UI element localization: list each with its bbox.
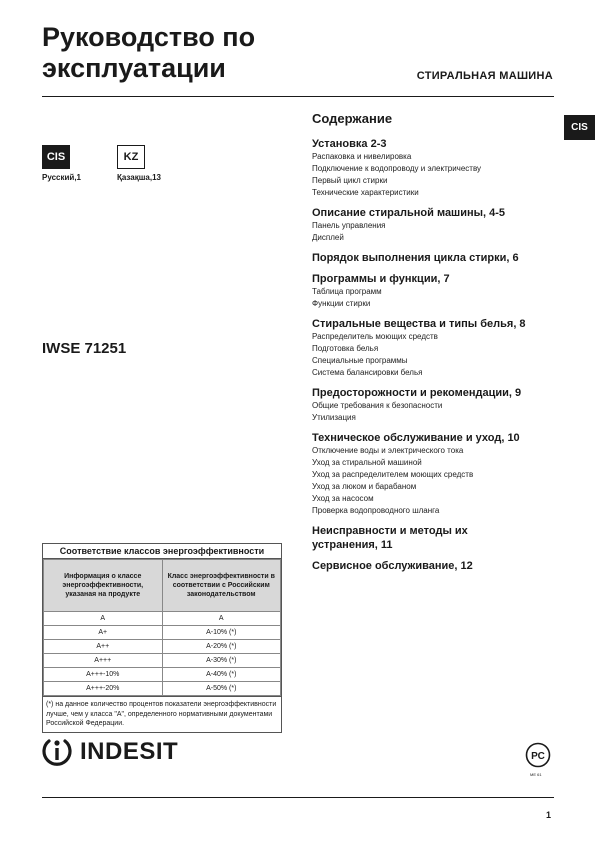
toc-section [312,317,562,379]
toc-item[interactable]: Распределитель моющих средств [312,332,438,341]
toc-item[interactable]: Уход за стиральной машиной [312,458,422,467]
toc-section-title[interactable]: Описание стиральной машины, 4-5 [312,207,506,219]
product-type: СТИРАЛЬНАЯ МАШИНА [416,70,553,82]
toc-section [312,272,562,310]
toc-item[interactable]: Отключение воды и электрического тока [312,446,464,455]
toc-section [312,206,562,244]
indesit-logo-icon [40,735,74,769]
table-row [44,612,281,626]
language-code-kz[interactable]: KZ [117,145,145,169]
energy-table-heading: Соответствие классов энергоэффективности [43,544,281,559]
toc-section-title[interactable]: Программы и функции, 7 [312,273,450,285]
table-of-contents [312,111,562,580]
toc-item[interactable]: Функции стирки [312,299,371,308]
toc-item[interactable]: Таблица программ [312,287,382,296]
table-row [44,640,281,654]
table-cell: A+++ [44,654,163,668]
toc-item[interactable]: Первый цикл стирки [312,176,388,185]
toc-item[interactable]: Дисплей [312,233,344,242]
footer-divider [42,797,554,798]
table-cell: A-30% (*) [162,654,281,668]
toc-section-title[interactable]: устранения, 11 [312,539,393,551]
toc-section-title[interactable]: Стиральные вещества и типы белья, 8 [312,318,526,330]
toc-item[interactable]: Панель управления [312,221,386,230]
title-line-1: Руководство по [42,22,256,52]
table-header-row [44,560,281,612]
toc-item[interactable]: Уход за распределителем моющих средств [312,470,474,479]
toc-section [312,386,562,424]
toc-item[interactable]: Специальные программы [312,356,408,365]
table-cell: A+ [44,626,163,640]
table-cell: A [162,612,281,626]
toc-section [312,137,562,199]
language-code-cis[interactable]: CIS [42,145,70,169]
table-row [44,626,281,640]
toc-section [312,251,562,265]
toc-item[interactable]: Подготовка белья [312,344,379,353]
toc-section-title[interactable]: Сервисное обслуживание, 12 [312,560,473,572]
table-cell: A+++-20% [44,682,163,696]
table-cell: A-40% (*) [162,668,281,682]
language-label-kazakh[interactable]: Қазақша,13 [117,173,161,182]
energy-table-grid [43,559,281,696]
toc-heading: Содержание [312,111,393,126]
toc-section-title[interactable]: Установка 2-3 [312,138,387,150]
document-title [42,22,255,84]
toc-item[interactable]: Подключение к водопроводу и электричеству [312,164,482,173]
toc-section-title[interactable]: Предосторожности и рекомендации, 9 [312,387,522,399]
column-header-russian-class: Класс энергоэффективности в соответствии с Российским законодательством [162,560,281,612]
table-cell: A-20% (*) [162,640,281,654]
table-cell: A+++-10% [44,668,163,682]
table-row [44,654,281,668]
toc-item[interactable]: Распаковка и нивелировка [312,152,412,161]
brand-name: INDESIT [80,738,179,765]
toc-item[interactable]: Утилизация [312,413,356,422]
table-cell: A-10% (*) [162,626,281,640]
header-divider [42,96,554,97]
toc-section [312,524,562,552]
certification-mark-icon [525,742,551,770]
toc-section-title[interactable]: Порядок выполнения цикла стирки, 6 [312,252,519,264]
toc-section [312,431,562,517]
column-header-product-class: Информация о классе энергоэффективности, указаная на продукте [44,560,163,612]
table-cell: A-50% (*) [162,682,281,696]
language-label-russian[interactable]: Русский,1 [42,173,81,182]
toc-item[interactable]: Система балансировки белья [312,368,423,377]
toc-item[interactable]: Технические характеристики [312,188,419,197]
toc-item[interactable]: Проверка водопроводного шланга [312,506,440,515]
energy-table-footnote: (*) на данное количество процентов показатели энергоэффективности лучше, чем у класса "A", определенного нормативными документами Российской Федерации. [43,696,281,732]
toc-section-title[interactable]: Техническое обслуживание и уход, 10 [312,432,520,444]
table-row [44,682,281,696]
table-row [44,668,281,682]
model-number: IWSE 71251 [42,340,127,357]
page-number: 1 [546,810,552,820]
toc-item[interactable]: Уход за насосом [312,494,374,503]
table-cell: A [44,612,163,626]
table-cell: A++ [44,640,163,654]
side-tab-cis: CIS [564,115,595,140]
brand-logo [40,735,178,769]
certification-code: МЕ 61 [530,772,542,777]
toc-section-title[interactable]: Неисправности и методы их [312,525,468,537]
toc-section [312,559,562,573]
title-line-2: эксплуатации [42,53,226,83]
svg-text:РС: РС [531,751,545,762]
toc-item[interactable]: Уход за люком и барабаном [312,482,417,491]
energy-class-table [42,543,282,733]
toc-item[interactable]: Общие требования к безопасности [312,401,443,410]
